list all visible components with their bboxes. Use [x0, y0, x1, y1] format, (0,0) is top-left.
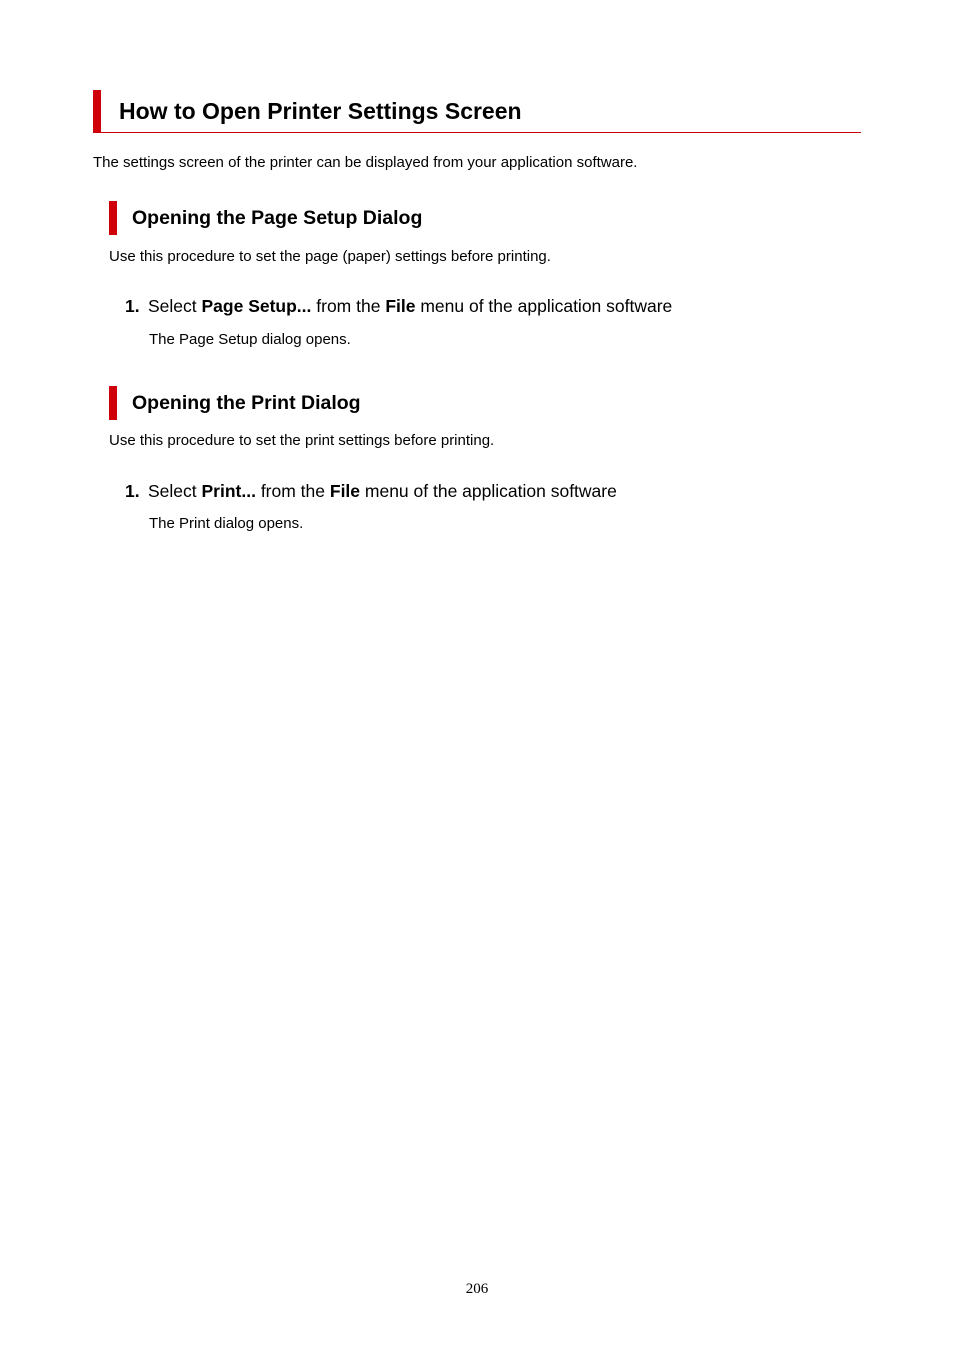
page-number: 206 — [465, 1281, 489, 1297]
section-accent-bar — [109, 386, 117, 420]
step-text-prefix: Select — [148, 481, 202, 501]
step-menu: File — [385, 296, 416, 316]
step-text-suffix: menu of the application software — [415, 296, 673, 316]
step-result: The Print dialog opens. — [149, 515, 304, 532]
title-accent-bar — [93, 90, 101, 132]
step-text-suffix: menu of the application software — [360, 481, 617, 501]
step-text-prefix: Select — [148, 296, 202, 316]
step-item — [125, 481, 617, 502]
step-command: Print... — [201, 481, 256, 501]
step-menu: File — [329, 481, 361, 501]
section-accent-bar — [109, 201, 117, 235]
intro-paragraph: The settings screen of the printer can be displayed from your application software. — [93, 154, 638, 171]
step-text-middle: from the — [255, 481, 330, 501]
section-heading-text: Opening the Page Setup Dialog — [132, 207, 423, 229]
section-description: Use this procedure to set the page (paper) settings before printing. — [109, 248, 551, 265]
step-number: 1. — [125, 481, 140, 501]
step-result: The Page Setup dialog opens. — [149, 331, 351, 348]
step-number: 1. — [125, 296, 140, 316]
section-heading-text: Opening the Print Dialog — [132, 392, 361, 414]
section-description: Use this procedure to set the print settings before printing. — [109, 432, 495, 449]
step-command: Page Setup... — [201, 296, 312, 316]
page-title-text: How to Open Printer Settings Screen — [119, 98, 522, 124]
step-item — [125, 296, 672, 317]
page-title — [93, 90, 861, 133]
step-text-middle: from the — [311, 296, 386, 316]
